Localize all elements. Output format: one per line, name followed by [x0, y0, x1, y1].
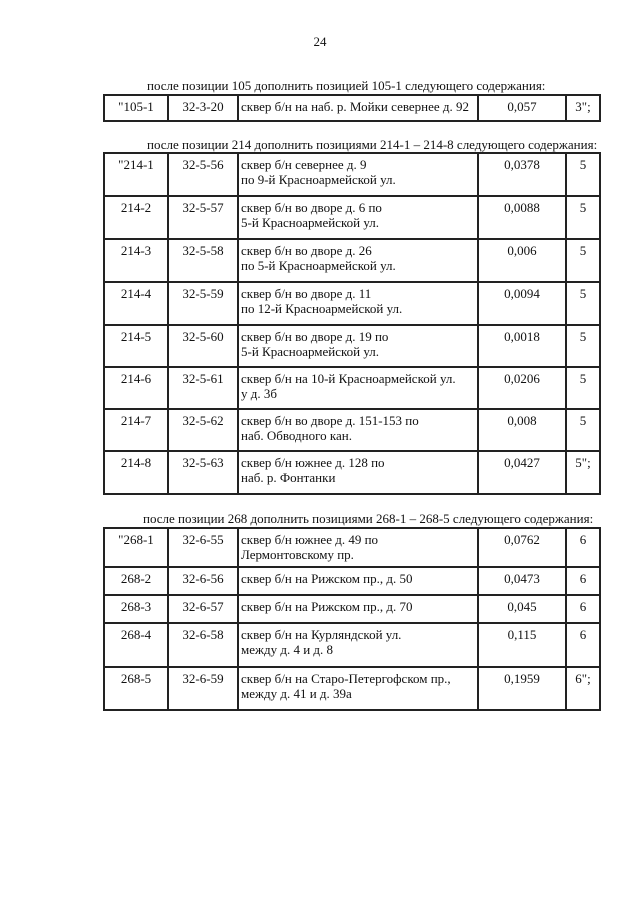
description-line: по 9-й Красноармейской ул.: [241, 172, 396, 187]
area-cell: 0,0378: [478, 153, 566, 196]
code-cell: 32-6-56: [168, 567, 238, 595]
area-cell: 0,045: [478, 595, 566, 623]
position-cell: 214-2: [104, 196, 168, 239]
description-cell: [238, 567, 478, 595]
description-line: 5-й Красноармейской ул.: [241, 344, 380, 359]
position-cell: 214-6: [104, 367, 168, 409]
area-cell: 0,115: [478, 623, 566, 667]
area-cell: 0,0018: [478, 325, 566, 367]
description-cell: [238, 282, 478, 325]
table-row: [104, 325, 600, 367]
description-cell: [238, 153, 478, 196]
category-cell: 6: [566, 567, 600, 595]
table-row: [104, 528, 600, 567]
table-row: [104, 667, 600, 710]
section-table: [103, 527, 601, 711]
area-cell: 0,008: [478, 409, 566, 451]
description-line: сквер б/н южнее д. 128 по: [241, 455, 385, 470]
category-cell: 5: [566, 367, 600, 409]
table-row: [104, 239, 600, 282]
position-cell: "214-1: [104, 153, 168, 196]
table-row: [104, 451, 600, 494]
section-heading: после позиции 105 дополнить позицией 105-1 следующего содержания:: [147, 78, 546, 93]
position-cell: "268-1: [104, 528, 168, 567]
table-row: [104, 409, 600, 451]
description-line: 5-й Красноармейской ул.: [241, 215, 380, 230]
code-cell: 32-5-61: [168, 367, 238, 409]
description-line: у д. 3б: [241, 386, 277, 401]
table-row: [104, 153, 600, 196]
code-cell: 32-5-57: [168, 196, 238, 239]
description-line: Лермонтовскому пр.: [241, 547, 354, 562]
category-cell: 6";: [566, 667, 600, 710]
table-row: [104, 196, 600, 239]
description-line: сквер б/н на Курляндской ул.: [241, 627, 402, 642]
description-line: сквер б/н на Рижском пр., д. 70: [241, 599, 413, 614]
description-cell: [238, 367, 478, 409]
description-cell: [238, 595, 478, 623]
description-line: сквер б/н во дворе д. 19 по: [241, 329, 389, 344]
position-cell: "105-1: [104, 95, 168, 121]
area-cell: 0,0088: [478, 196, 566, 239]
description-line: между д. 41 и д. 39а: [241, 686, 352, 701]
area-cell: 0,057: [478, 95, 566, 121]
position-cell: 268-4: [104, 623, 168, 667]
category-cell: 6: [566, 623, 600, 667]
table-row: [104, 567, 600, 595]
section-heading: после позиции 214 дополнить позициями 214-1 – 214-8 следующего содержания:: [147, 137, 598, 152]
code-cell: 32-5-56: [168, 153, 238, 196]
area-cell: 0,0427: [478, 451, 566, 494]
description-line: сквер б/н на наб. р. Мойки севернее д. 92: [241, 99, 470, 114]
description-line: сквер б/н на Рижском пр., д. 50: [241, 571, 413, 586]
code-cell: 32-5-59: [168, 282, 238, 325]
category-cell: 6: [566, 595, 600, 623]
description-cell: [238, 196, 478, 239]
page-number: 24: [313, 34, 327, 49]
description-cell: [238, 623, 478, 667]
category-cell: 5";: [566, 451, 600, 494]
category-cell: 5: [566, 409, 600, 451]
table-row: [104, 367, 600, 409]
description-line: по 5-й Красноармейской ул.: [241, 258, 396, 273]
description-line: наб. Обводного кан.: [241, 428, 352, 443]
code-cell: 32-5-63: [168, 451, 238, 494]
position-cell: 268-3: [104, 595, 168, 623]
position-cell: 214-7: [104, 409, 168, 451]
description-line: сквер б/н во дворе д. 151-153 по: [241, 413, 419, 428]
code-cell: 32-5-62: [168, 409, 238, 451]
area-cell: 0,0094: [478, 282, 566, 325]
section-table: [103, 152, 601, 495]
description-line: по 12-й Красноармейской ул.: [241, 301, 403, 316]
position-cell: 214-5: [104, 325, 168, 367]
code-cell: 32-6-55: [168, 528, 238, 567]
description-cell: [238, 325, 478, 367]
description-line: сквер б/н во дворе д. 6 по: [241, 200, 382, 215]
code-cell: 32-3-20: [168, 95, 238, 121]
category-cell: 5: [566, 153, 600, 196]
table-row: [104, 595, 600, 623]
section-table: [103, 94, 601, 122]
position-cell: 214-4: [104, 282, 168, 325]
code-cell: 32-5-60: [168, 325, 238, 367]
table-row: [104, 623, 600, 667]
position-cell: 268-5: [104, 667, 168, 710]
category-cell: 5: [566, 325, 600, 367]
category-cell: 3";: [566, 95, 600, 121]
area-cell: 0,0762: [478, 528, 566, 567]
description-line: между д. 4 и д. 8: [241, 642, 334, 657]
position-cell: 214-8: [104, 451, 168, 494]
table-row: [104, 95, 600, 121]
area-cell: 0,1959: [478, 667, 566, 710]
area-cell: 0,0473: [478, 567, 566, 595]
area-cell: 0,0206: [478, 367, 566, 409]
description-line: сквер б/н во дворе д. 26: [241, 243, 372, 258]
category-cell: 5: [566, 196, 600, 239]
description-cell: [238, 667, 478, 710]
description-line: сквер б/н во дворе д. 11: [241, 286, 372, 301]
description-line: сквер б/н на 10-й Красноармейской ул.: [241, 371, 456, 386]
description-line: наб. р. Фонтанки: [241, 470, 336, 485]
description-line: сквер б/н южнее д. 49 по: [241, 532, 379, 547]
category-cell: 5: [566, 282, 600, 325]
section-heading: после позиции 268 дополнить позициями 268-1 – 268-5 следующего содержания:: [143, 511, 594, 526]
description-cell: [238, 409, 478, 451]
code-cell: 32-6-59: [168, 667, 238, 710]
category-cell: 5: [566, 239, 600, 282]
description-line: сквер б/н севернее д. 9: [241, 157, 367, 172]
description-cell: [238, 239, 478, 282]
description-cell: [238, 528, 478, 567]
area-cell: 0,006: [478, 239, 566, 282]
code-cell: 32-5-58: [168, 239, 238, 282]
position-cell: 214-3: [104, 239, 168, 282]
category-cell: 6: [566, 528, 600, 567]
description-line: сквер б/н на Старо-Петергофском пр.,: [241, 671, 451, 686]
code-cell: 32-6-57: [168, 595, 238, 623]
code-cell: 32-6-58: [168, 623, 238, 667]
description-cell: [238, 451, 478, 494]
table-row: [104, 282, 600, 325]
position-cell: 268-2: [104, 567, 168, 595]
description-cell: [238, 95, 478, 121]
